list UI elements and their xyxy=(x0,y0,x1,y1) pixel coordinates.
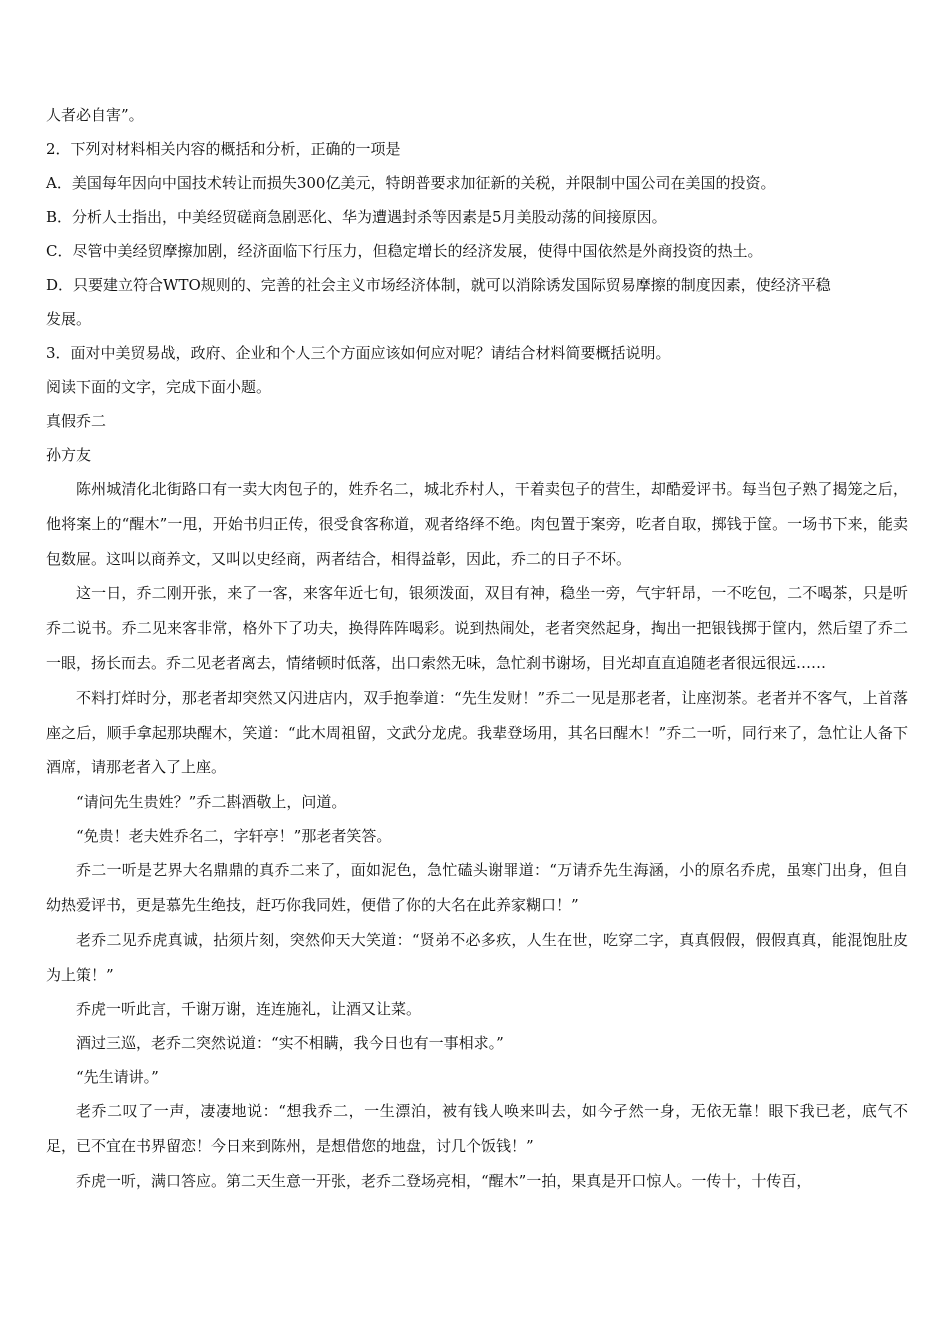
story-paragraph: 这一日，乔二刚开张，来了一客，来客年近七旬，银须泼面，双目有神，稳坐一旁，气宇轩昂，一不吃包，二不喝茶，只是听乔二说书。乔二见来客非常，格外下了功夫，换得阵阵喝彩。说到热闹处，老者突然起身，掏出一把银钱掷于筐内，然后望了乔二一眼，扬长而去。乔二见老者离去，情绪顿时低落，出口索然无味，急忙刹书谢场，目光却直直追随老者很远很远…… xyxy=(46,584,908,672)
story-paragraph: 乔二一听是艺界大名鼎鼎的真乔二来了，面如泥色，急忙磕头谢罪道：“万请乔先生海涵，小的原名乔虎，虽寒门出身，但自幼热爱评书，更是慕先生绝技，赶巧你我同姓，便借了你的大名在此养家糊口！” xyxy=(46,861,908,914)
story-paragraph: 陈州城清化北街路口有一卖大肉包子的，姓乔名二，城北乔村人，干着卖包子的营生，却酷爱评书。每当包子熟了揭笼之后，他将案上的“醒木”一甩，开始书归正传，很受食客称道，观者络绎不绝。肉包置于案旁，吃者自取，掷钱于筐。一场书下来，能卖包数屉。这叫以商养文，又叫以史经商，两者结合，相得益彰，因此，乔二的日子不坏。 xyxy=(46,480,908,568)
story-paragraph: 乔虎一听此言，千谢万谢，连连施礼，让酒又让菜。 xyxy=(76,1000,422,1019)
option-c: C．尽管中美经贸摩擦加剧，经济面临下行压力，但稳定增长的经济发展，使得中国依然是外商投资的热土。 xyxy=(46,242,763,260)
story-title: 真假乔二 xyxy=(46,412,107,430)
option-d-line2: 发展。 xyxy=(46,310,92,328)
story-paragraph: 酒过三巡，老乔二突然说道：“实不相瞒，我今日也有一事相求。” xyxy=(76,1034,504,1053)
story-paragraph: 不料打烊时分，那老者却突然又闪进店内，双手抱拳道：“先生发财！”乔二一见是那老者，让座沏茶。老者并不客气，上首落座之后，顺手拿起那块醒木，笑道：“此木周祖留，文武分龙虎。我辈登场用，其名曰醒木！”乔二一听，同行来了，急忙让人备下酒席，请那老者入了上座。 xyxy=(46,688,908,777)
reading-instruction: 阅读下面的文字，完成下面小题。 xyxy=(46,378,272,396)
question-3: 3．面对中美贸易战，政府、企业和个人三个方面应该如何应对呢？请结合材料简要概括说明。 xyxy=(46,344,671,362)
story-paragraph: 乔虎一听，满口答应。第二天生意一开张，老乔二登场亮相，“醒木”一拍，果真是开口惊人。一传十，十传百， xyxy=(76,1171,812,1190)
option-a: A．美国每年因向中国技术转让而损失300亿美元，特朗普要求加征新的关税，并限制中国公司在美国的投资。 xyxy=(46,174,776,192)
option-d-line1: D．只要建立符合WTO规则的、完善的社会主义市场经济体制，就可以消除诱发国际贸易摩擦的制度因素，使经济平稳 xyxy=(46,276,831,294)
story-paragraph: “免贵！老夫姓乔名二，字轩亭！”那老者笑答。 xyxy=(76,827,392,846)
story-author: 孙方友 xyxy=(46,446,92,464)
story-paragraph: “请问先生贵姓？”乔二斟酒敬上，问道。 xyxy=(76,793,347,812)
story-paragraph: 老乔二见乔虎真诚，拈须片刻，突然仰天大笑道：“贤弟不必多疚，人生在世，吃穿二字，真真假假，假假真真，能混饱肚皮为上策！” xyxy=(46,930,908,984)
question-2-stem: 2．下列对材料相关内容的概括和分析，正确的一项是 xyxy=(46,140,401,158)
story-paragraph: “先生请讲。” xyxy=(76,1068,159,1087)
option-b: B．分析人士指出，中美经贸磋商急剧恶化、华为遭遇封杀等因素是5月美股动荡的间接原因。 xyxy=(46,208,667,226)
story-paragraph: 老乔二叹了一声，凄凄地说：“想我乔二，一生漂泊，被有钱人唤来叫去，如今孑然一身，无依无靠！眼下我已老，底气不足，已不宜在书界留恋！今日来到陈州，是想借您的地盘，讨几个饭钱！” xyxy=(46,1102,908,1156)
document-page xyxy=(46,98,908,1199)
text-line: 人者必自害”。 xyxy=(46,106,144,124)
